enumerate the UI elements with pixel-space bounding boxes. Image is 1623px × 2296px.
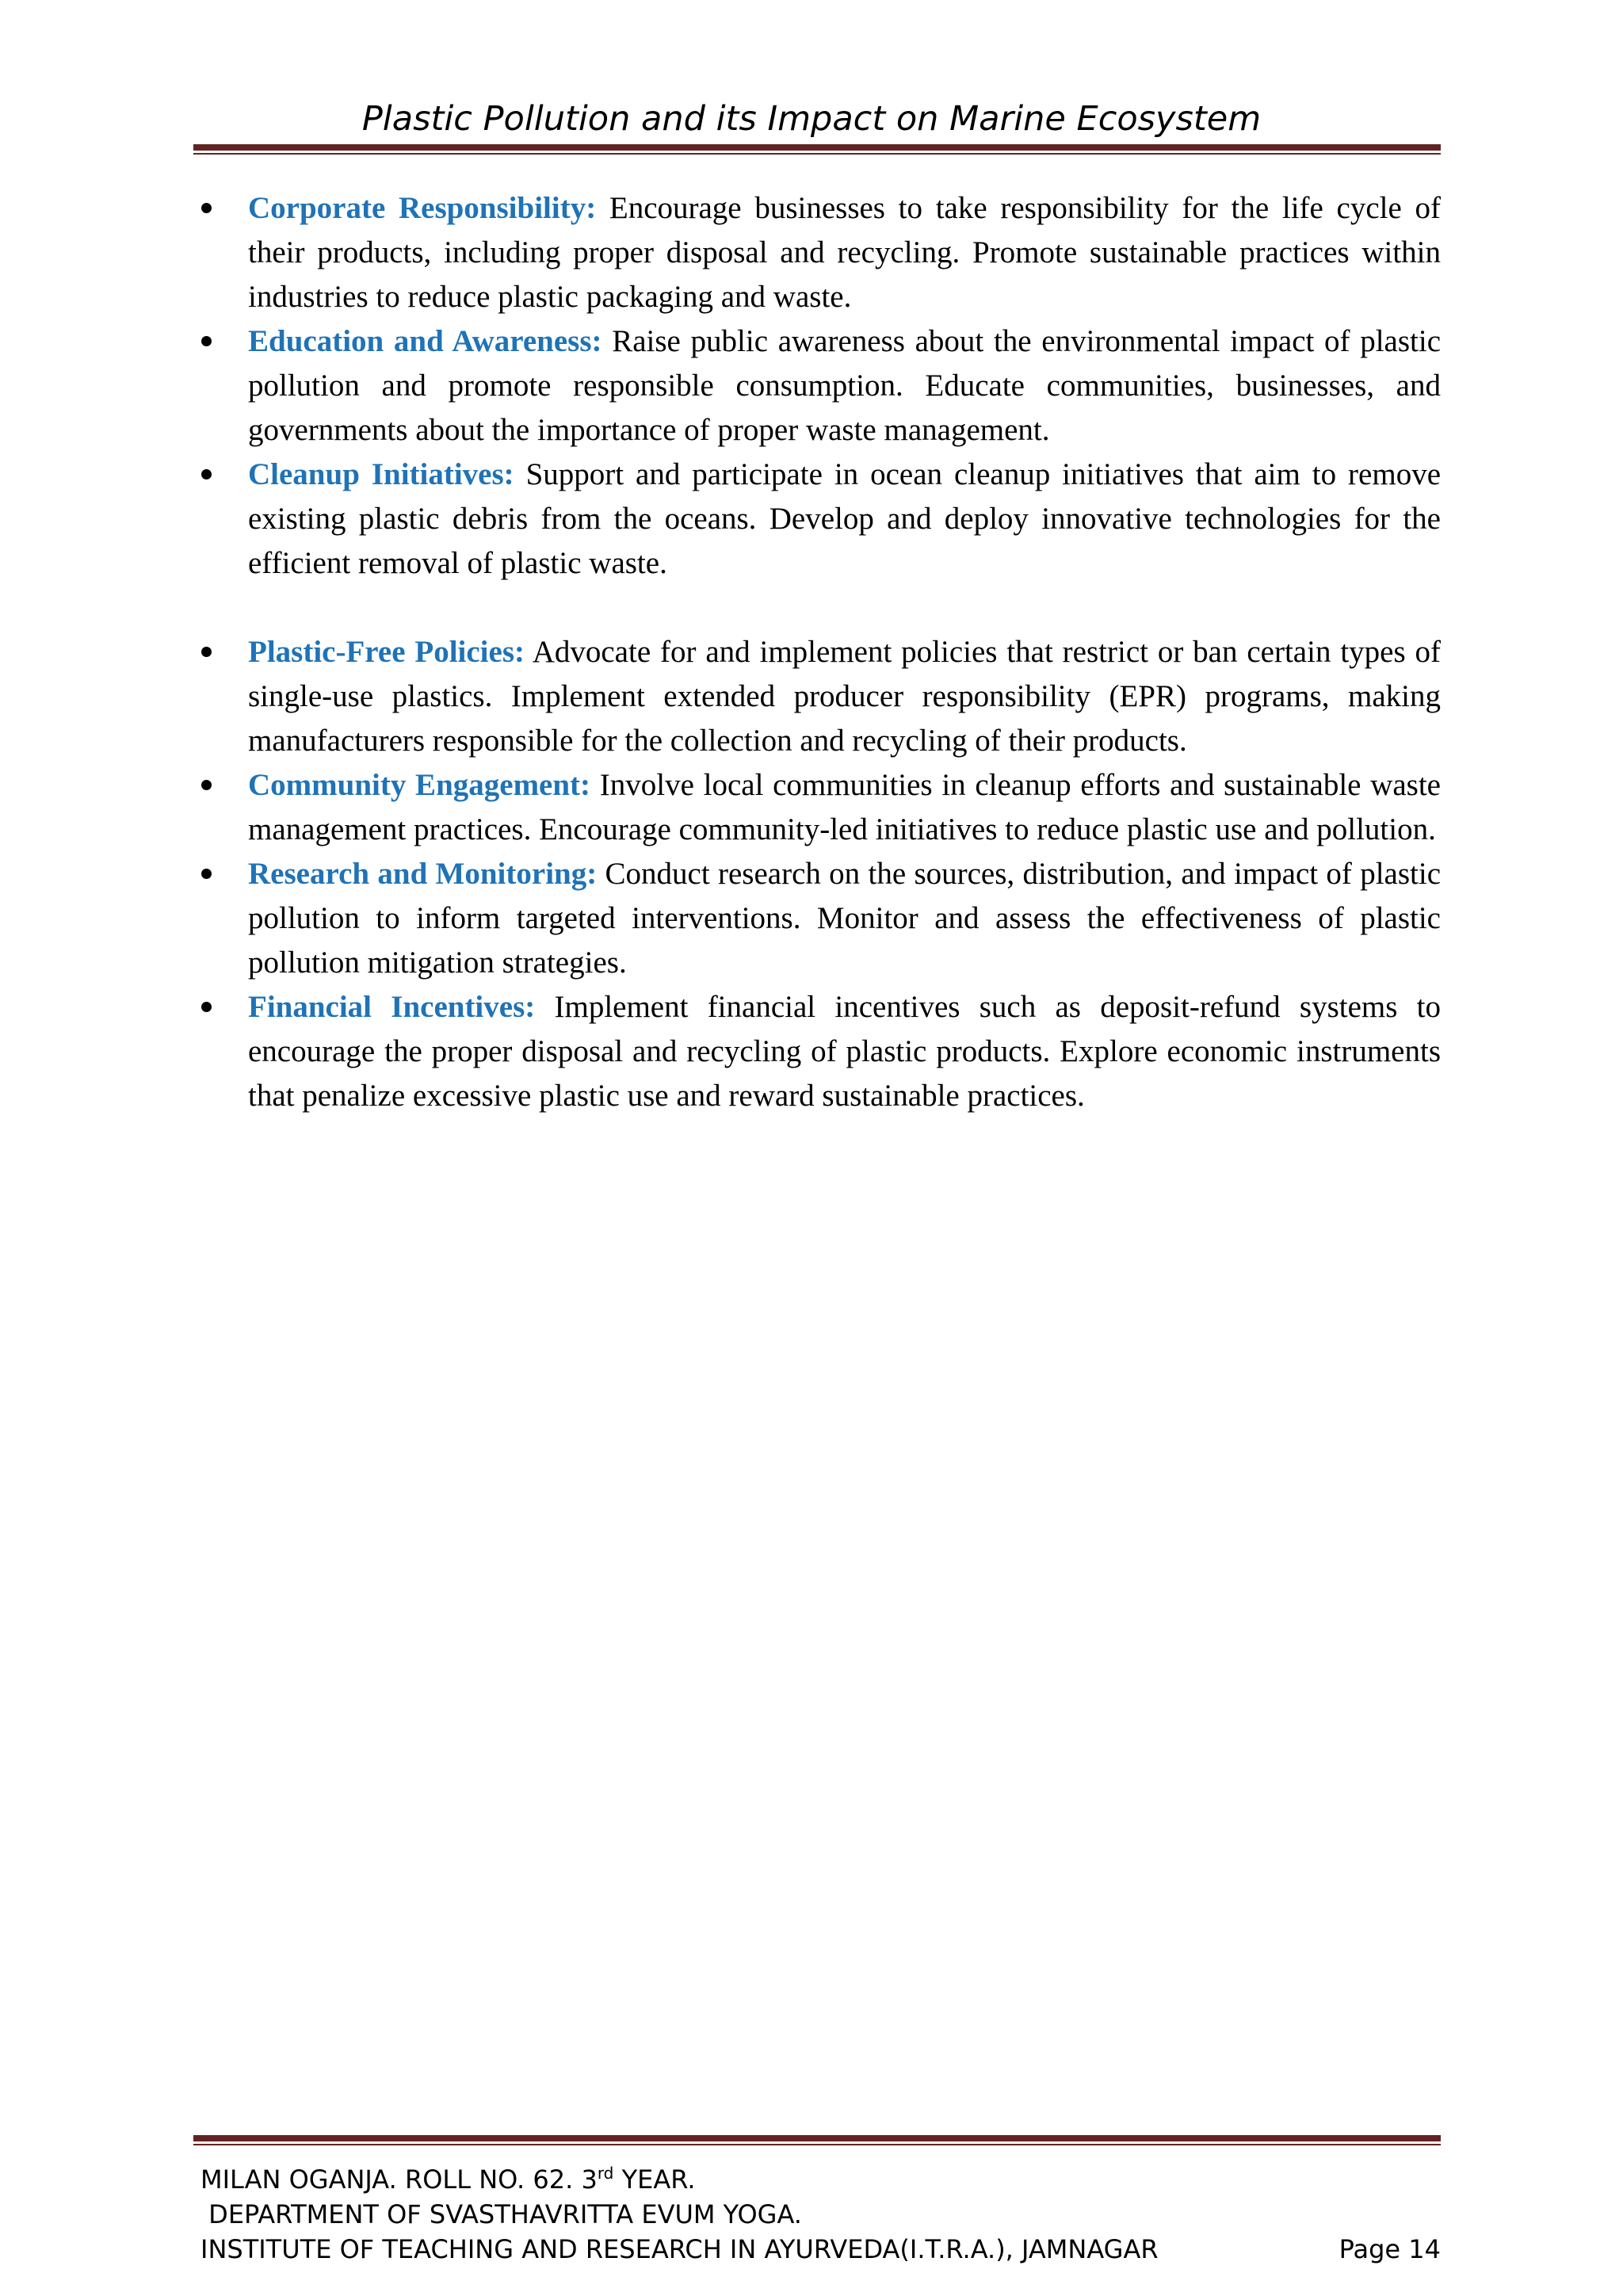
footer-department: DEPARTMENT OF SVASTHAVRITTA EVUM YOGA. (200, 2199, 802, 2229)
bullet-term: Research and Monitoring: (248, 857, 598, 891)
footer-institute-line (200, 2232, 1441, 2267)
footer-author-line (200, 2156, 1441, 2197)
bullet-text: Implement financial incentives such as deposit-refund systems to encourage the proper disposal and recycling of plastic products. Explore economic instruments that penalize excessive plastic use and reward sustainable practices. (248, 990, 1441, 1113)
header-rule-thick (193, 144, 1441, 151)
list-item (193, 453, 1441, 586)
list-item (193, 763, 1441, 852)
bullet-icon (201, 869, 212, 879)
list-item (193, 630, 1441, 763)
bullet-icon (201, 647, 212, 657)
bullet-text: Support and participate in ocean cleanup initiatives that aim to remove existing plastic debris from the oceans. Develop and deploy innovative technologies for the efficient removal of plastic waste. (248, 457, 1441, 580)
footer-rule-thin (193, 2144, 1441, 2145)
bullet-term: Cleanup Initiatives: (248, 457, 514, 491)
footer-institute: INSTITUTE OF TEACHING AND RESEARCH IN AYURVEDA(I.T.R.A.), JAMNAGAR (200, 2234, 1159, 2264)
page-footer (200, 2156, 1441, 2267)
main-content (193, 186, 1441, 1118)
bullet-list (193, 186, 1441, 1118)
page-number: Page 14 (1338, 2234, 1441, 2264)
list-item (193, 852, 1441, 985)
bullet-icon (201, 469, 212, 479)
bullet-text: Conduct research on the sources, distribution, and impact of plastic pollution to inform targeted interventions. Monitor and assess the effectiveness of plastic pollution mitigation strategies. (248, 857, 1442, 980)
bullet-text: Raise public awareness about the environmental impact of plastic pollution and promote responsible consumption. Educate communities, businesses, and governments about the importance of proper waste management. (248, 324, 1442, 447)
bullet-term: Education and Awareness: (248, 324, 602, 358)
bullet-term: Financial Incentives: (248, 990, 536, 1024)
bullet-text: Encourage businesses to take responsibility for the life cycle of their products, including proper disposal and recycling. Promote sustainable practices within industries to reduce plastic packaging and waste. (248, 191, 1441, 314)
bullet-term: Corporate Responsibility: (248, 191, 597, 225)
footer-rule-thick (193, 2135, 1441, 2141)
bullet-icon (201, 336, 212, 346)
list-item (193, 985, 1441, 1118)
bullet-icon (201, 780, 212, 790)
header-rule-thin (193, 153, 1441, 155)
bullet-term: Community Engagement: (248, 768, 591, 802)
bullet-icon (201, 1002, 212, 1012)
footer-ordinal-suffix: rd (597, 2164, 614, 2183)
footer-author: MILAN OGANJA. ROLL NO. 62. 3 (200, 2164, 598, 2195)
bullet-text: Advocate for and implement policies that restrict or ban certain types of single-use plastics. Implement extended producer responsibility (EPR) programs, making manufacturers responsible for the collection and recycling of their products. (248, 635, 1441, 758)
bullet-term: Plastic-Free Policies: (248, 635, 525, 669)
page-header-title: Plastic Pollution and its Impact on Marine Ecosystem (361, 99, 1262, 139)
list-item (193, 186, 1441, 319)
bullet-icon (201, 203, 212, 213)
bullet-text: Involve local communities in cleanup efforts and sustainable waste management practices. Encourage community-led initiatives to reduce plastic use and pollution. (248, 768, 1441, 846)
footer-year: YEAR. (613, 2164, 696, 2195)
list-item (193, 319, 1441, 453)
